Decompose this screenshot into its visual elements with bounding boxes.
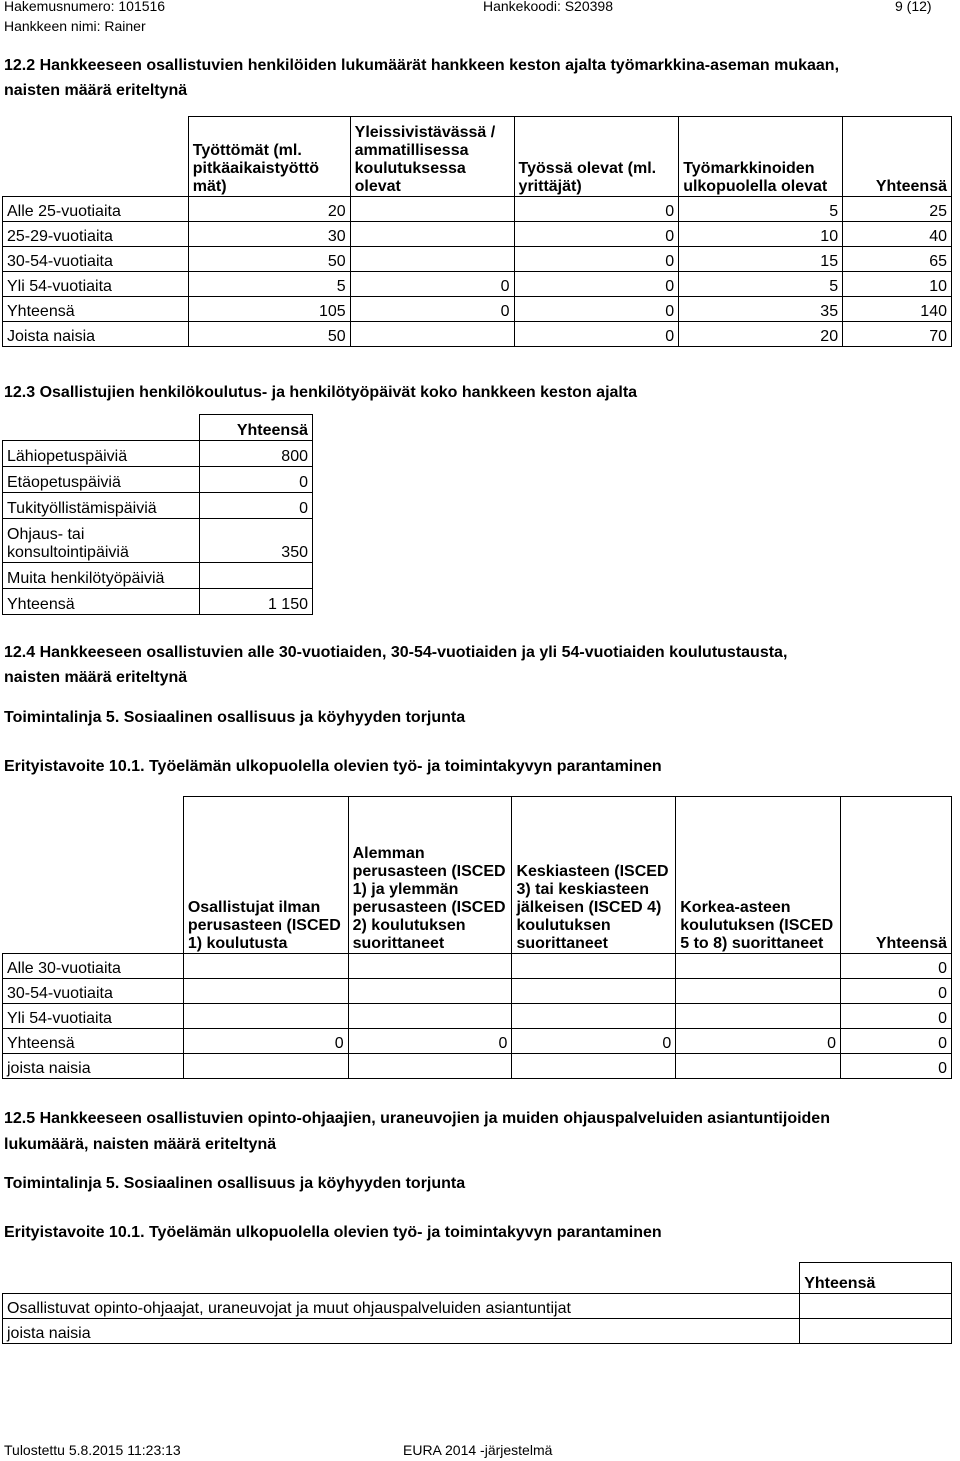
table-row: [3, 1294, 952, 1319]
s124-col-total: Yhteensä: [841, 797, 952, 954]
s124-header-row: [3, 797, 952, 954]
s122-title-line1: 12.2 Hankkeeseen osallistuvien henkilöiden lukumäärät hankkeen keston ajalta työmarkkina-aseman mukaan,: [4, 57, 840, 74]
project-code: Hankekoodi: S20398: [483, 0, 613, 14]
cell: 0: [841, 1004, 952, 1029]
cell: 35: [679, 297, 843, 322]
print-timestamp: Tulostettu 5.8.2015 11:23:13: [4, 1442, 181, 1458]
cell: [350, 197, 514, 222]
cell: 0: [841, 1054, 952, 1079]
row-label: Alle 30-vuotiaita: [3, 954, 184, 979]
table-row: [3, 272, 952, 297]
cell: 350: [199, 519, 312, 563]
row-label: Tukityöllistämispäiviä: [3, 493, 200, 519]
cell: [676, 979, 841, 1004]
s125-header-row: [3, 1263, 952, 1294]
cell: 65: [843, 247, 952, 272]
s125-corner: [3, 1263, 800, 1294]
cell: 5: [188, 272, 350, 297]
table-row: [3, 197, 952, 222]
table-row: [3, 954, 952, 979]
cell: 25: [843, 197, 952, 222]
s122-table: [2, 116, 952, 347]
s124-title-line1: 12.4 Hankkeeseen osallistuvien alle 30-vuotiaiden, 30-54-vuotiaiden ja yli 54-vuotiaiden koulutustausta,: [4, 644, 788, 661]
row-label: Lähiopetuspäiviä: [3, 441, 200, 467]
s123-col-total: Yhteensä: [199, 415, 312, 441]
cell: 0: [199, 493, 312, 519]
table-row: [3, 563, 313, 589]
s122-header-row: [3, 117, 952, 197]
row-label: Joista naisia: [3, 322, 189, 347]
cell: 1 150: [199, 589, 312, 615]
s122-col-unemployed: Työttömät (ml. pitkäaikaistyöttö mät): [188, 117, 350, 197]
cell: 0: [514, 247, 679, 272]
row-label: 25-29-vuotiaita: [3, 222, 189, 247]
row-label: Yhteensä: [3, 297, 189, 322]
table-row: [3, 222, 952, 247]
s125-erityistavoite: Erityistavoite 10.1. Työelämän ulkopuolella olevien työ- ja toimintakyvyn parantaminen: [4, 1224, 662, 1241]
cell: 0: [350, 272, 514, 297]
table-row: [3, 519, 313, 563]
s124-col-no-basic: Osallistujat ilman perusasteen (ISCED 1) koulutusta: [183, 797, 348, 954]
s122-corner: [3, 117, 189, 197]
row-label: Alle 25-vuotiaita: [3, 197, 189, 222]
cell: [350, 222, 514, 247]
cell: [676, 1004, 841, 1029]
cell: 140: [843, 297, 952, 322]
s125-title-line2: lukumäärä, naisten määrä eriteltynä: [4, 1136, 277, 1153]
row-label: Yhteensä: [3, 589, 200, 615]
s125-table: [2, 1262, 952, 1344]
s124-table: [2, 796, 952, 1079]
s124-corner: [3, 797, 184, 954]
table-row: [3, 1004, 952, 1029]
s122-col-employed: Työssä olevat (ml. yrittäjät): [514, 117, 679, 197]
cell: 50: [188, 247, 350, 272]
cell: 20: [679, 322, 843, 347]
cell: [348, 1054, 512, 1079]
cell: [676, 954, 841, 979]
table-row: [3, 467, 313, 493]
cell: 10: [843, 272, 952, 297]
cell: 0: [348, 1029, 512, 1054]
s124-col-tertiary: Korkea-asteen koulutuksen (ISCED 5 to 8) suorittaneet: [676, 797, 841, 954]
cell: [183, 1054, 348, 1079]
cell: [512, 1054, 676, 1079]
cell: 105: [188, 297, 350, 322]
cell: [199, 563, 312, 589]
cell: 0: [841, 1029, 952, 1054]
cell: [348, 979, 512, 1004]
cell: 0: [514, 222, 679, 247]
cell: [183, 979, 348, 1004]
cell: [800, 1294, 952, 1319]
cell: 0: [350, 297, 514, 322]
cell: [512, 954, 676, 979]
cell: 30: [188, 222, 350, 247]
table-row: [3, 979, 952, 1004]
cell: 20: [188, 197, 350, 222]
cell: 0: [841, 954, 952, 979]
s124-col-secondary: Keskiasteen (ISCED 3) tai keskiasteen jälkeisen (ISCED 4) koulutuksen suorittaneet: [512, 797, 676, 954]
cell: 0: [676, 1029, 841, 1054]
table-row: [3, 297, 952, 322]
page-number: 9 (12): [895, 0, 932, 14]
project-name: Hankkeen nimi: Rainer: [4, 18, 146, 34]
cell: [183, 954, 348, 979]
cell: 5: [679, 197, 843, 222]
s124-toimintalinja: Toimintalinja 5. Sosiaalinen osallisuus ja köyhyyden torjunta: [4, 709, 466, 726]
s122-title-line2: naisten määrä eriteltynä: [4, 82, 188, 99]
system-name: EURA 2014 -järjestelmä: [403, 1442, 553, 1458]
cell: 0: [514, 272, 679, 297]
row-label: 30-54-vuotiaita: [3, 247, 189, 272]
cell: [350, 322, 514, 347]
s123-header-row: [3, 415, 313, 441]
cell: [676, 1054, 841, 1079]
table-row: [3, 589, 313, 615]
cell: 0: [183, 1029, 348, 1054]
table-row: [3, 322, 952, 347]
s125-col-total: Yhteensä: [800, 1263, 952, 1294]
cell: [350, 247, 514, 272]
row-label: 30-54-vuotiaita: [3, 979, 184, 1004]
table-row: [3, 441, 313, 467]
s124-title-line2: naisten määrä eriteltynä: [4, 669, 188, 686]
cell: 0: [199, 467, 312, 493]
cell: [512, 979, 676, 1004]
table-row: [3, 247, 952, 272]
s123-title: 12.3 Osallistujien henkilökoulutus- ja henkilötyöpäivät koko hankkeen keston ajalta: [4, 384, 638, 401]
row-label: Muita henkilötyöpäiviä: [3, 563, 200, 589]
cell: 50: [188, 322, 350, 347]
s122-col-total: Yhteensä: [843, 117, 952, 197]
s123-table: [2, 414, 313, 615]
row-label: Osallistuvat opinto-ohjaajat, uraneuvojat ja muut ohjauspalveluiden asiantuntijat: [3, 1294, 800, 1319]
cell: [348, 954, 512, 979]
cell: 10: [679, 222, 843, 247]
cell: 0: [514, 297, 679, 322]
cell: 70: [843, 322, 952, 347]
row-label: Ohjaus- tai konsultointipäiviä: [3, 519, 200, 563]
table-row: [3, 1319, 952, 1344]
cell: 0: [514, 322, 679, 347]
row-label: Yhteensä: [3, 1029, 184, 1054]
row-label: Yli 54-vuotiaita: [3, 272, 189, 297]
cell: [512, 1004, 676, 1029]
cell: [183, 1004, 348, 1029]
table-row: [3, 493, 313, 519]
table-row: [3, 1029, 952, 1054]
s125-title-line1: 12.5 Hankkeeseen osallistuvien opinto-ohjaajien, uraneuvojien ja muiden ohjauspalveluiden asiantuntijoiden: [4, 1110, 830, 1127]
application-number: Hakemusnumero: 101516: [4, 0, 166, 14]
cell: 0: [512, 1029, 676, 1054]
s124-erityistavoite: Erityistavoite 10.1. Työelämän ulkopuolella olevien työ- ja toimintakyvyn parantaminen: [4, 758, 662, 775]
row-label: joista naisia: [3, 1319, 800, 1344]
s122-col-outside-labour: Työmarkkinoiden ulkopuolella olevat: [679, 117, 843, 197]
row-label: Etäopetuspäiviä: [3, 467, 200, 493]
cell: 15: [679, 247, 843, 272]
s123-corner: [3, 415, 200, 441]
row-label: Yli 54-vuotiaita: [3, 1004, 184, 1029]
cell: 5: [679, 272, 843, 297]
cell: [800, 1319, 952, 1344]
row-label: joista naisia: [3, 1054, 184, 1079]
s124-col-basic: Alemman perusasteen (ISCED 1) ja ylemmän perusasteen (ISCED 2) koulutuksen suorittaneet: [348, 797, 512, 954]
cell: 0: [514, 197, 679, 222]
s125-toimintalinja: Toimintalinja 5. Sosiaalinen osallisuus ja köyhyyden torjunta: [4, 1175, 466, 1192]
cell: 40: [843, 222, 952, 247]
s122-col-in-education: Yleissivistävässä / ammatillisessa koulutuksessa olevat: [350, 117, 514, 197]
cell: [348, 1004, 512, 1029]
cell: 0: [841, 979, 952, 1004]
table-row: [3, 1054, 952, 1079]
cell: 800: [199, 441, 312, 467]
